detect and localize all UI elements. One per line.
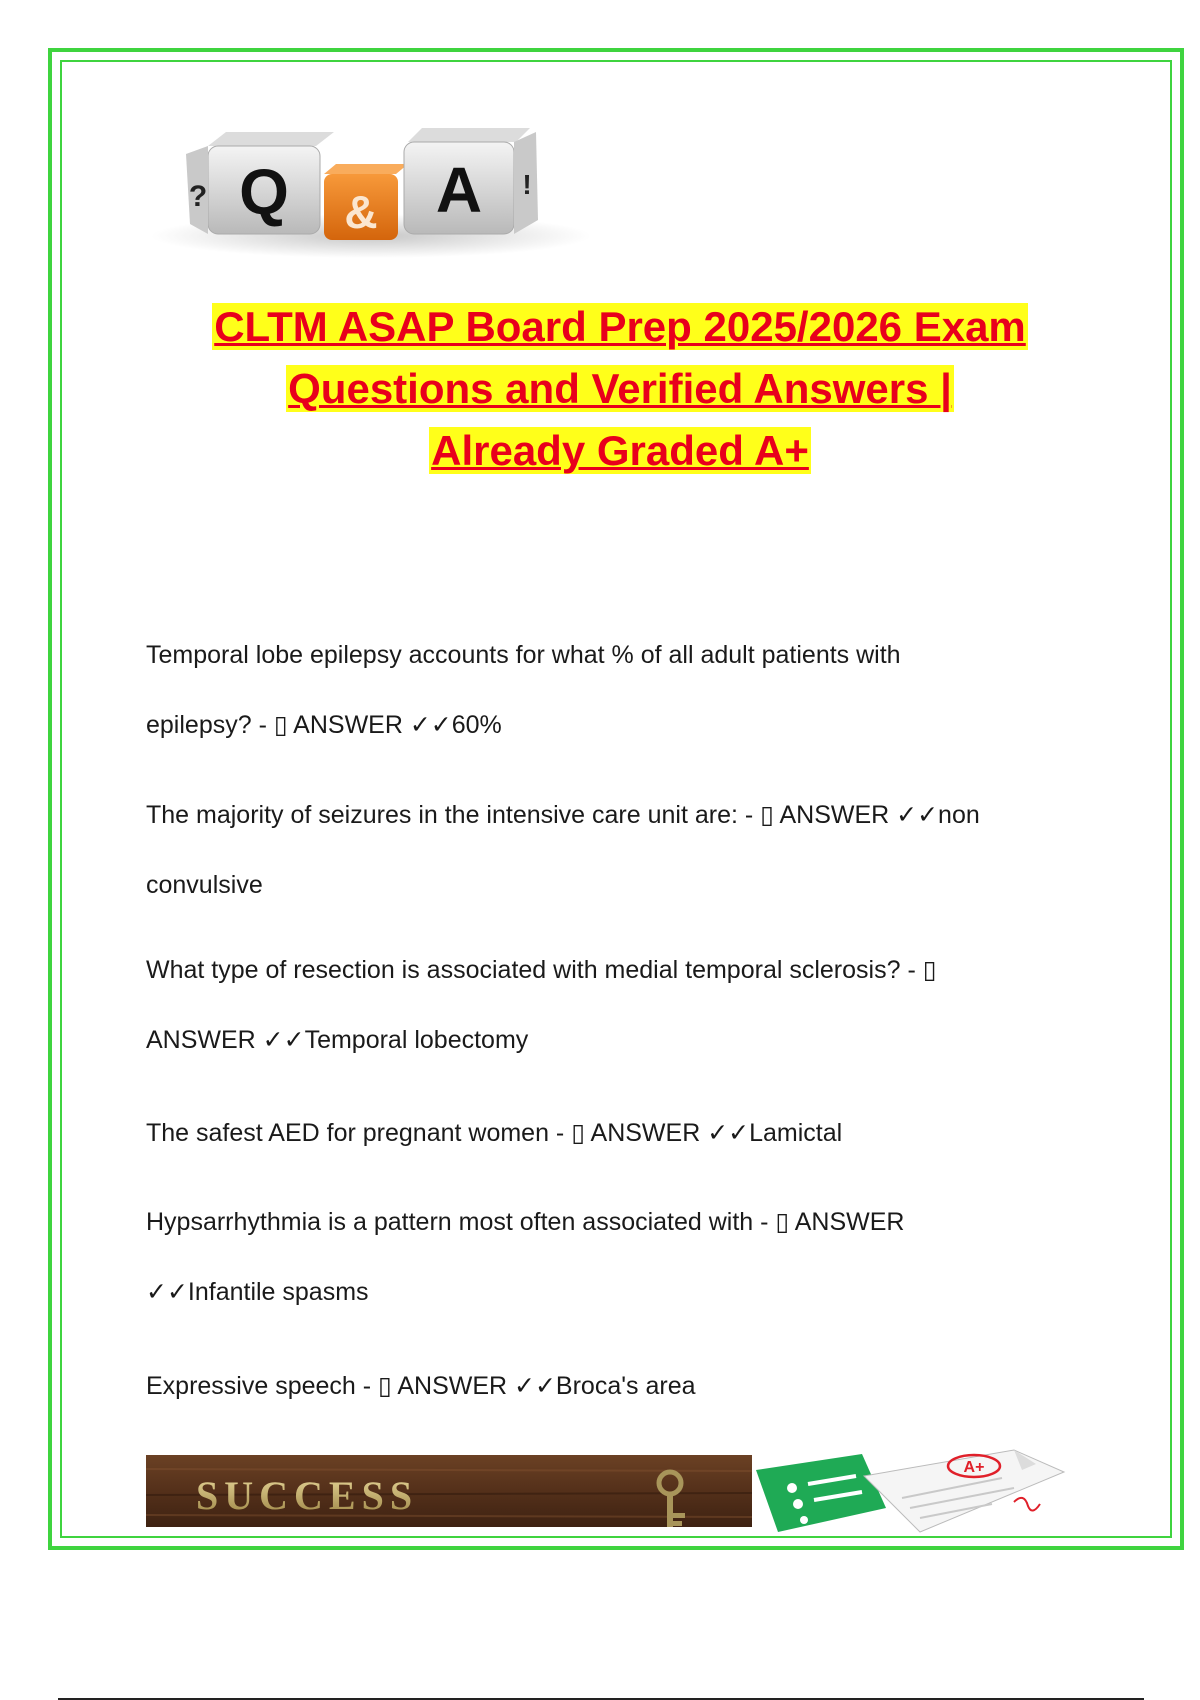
- qa-item-4: [146, 1113, 1096, 1183]
- green-sheet-icon: [756, 1454, 886, 1532]
- cube-amp-letter: &: [344, 186, 378, 238]
- grade-mark: A+: [963, 1459, 985, 1476]
- qa-item-2: [146, 795, 1096, 935]
- qa-item-6-question: Expressive speech - ▯ ANSWER ✓✓Broca's area: [146, 1372, 696, 1400]
- graded-paper-icon: [864, 1450, 1064, 1532]
- qa-item-5: [146, 1202, 1096, 1342]
- qa-item-3-question: What type of resection is associated with medial temporal sclerosis? - ▯: [146, 956, 937, 984]
- qa-dice-logo: [146, 96, 596, 264]
- title-line-3: Already Graded A+: [431, 427, 809, 474]
- cube-q-letter: Q: [239, 156, 289, 228]
- title-line-1: CLTM ASAP Board Prep 2025/2026 Exam: [214, 303, 1026, 350]
- cube-q: [186, 132, 334, 234]
- qa-item-2-question: The majority of seizures in the intensive care unit are: - ▯ ANSWER ✓✓non: [146, 801, 980, 829]
- success-banner-text: SUCCESS: [196, 1473, 419, 1518]
- title-line-2: Questions and Verified Answers |: [288, 365, 952, 412]
- qa-item-4-question: The safest AED for pregnant women - ▯ ANSWER ✓✓Lamictal: [146, 1119, 843, 1147]
- qa-item-5-question: Hypsarrhythmia is a pattern most often associated with - ▯ ANSWER: [146, 1208, 905, 1236]
- qa-item-5-answer: ✓✓Infantile spasms: [146, 1278, 369, 1306]
- qa-item-2-answer: convulsive: [146, 871, 263, 899]
- qa-item-1: [146, 635, 1096, 775]
- document-title: [140, 296, 1100, 482]
- qa-item-6: [146, 1366, 1096, 1436]
- success-banner: [146, 1455, 752, 1527]
- qa-item-1-answer: epilepsy? - ▯ ANSWER ✓✓60%: [146, 711, 502, 739]
- qa-item-1-question: Temporal lobe epilepsy accounts for what % of all adult patients with: [146, 641, 901, 669]
- qa-item-3-answer: ANSWER ✓✓Temporal lobectomy: [146, 1026, 529, 1054]
- cube-a-letter: A: [435, 154, 483, 226]
- cube-a-side-mark: !: [522, 169, 532, 200]
- qa-item-3: [146, 950, 1096, 1090]
- cube-a: [404, 128, 538, 234]
- cube-q-side-mark: ?: [188, 180, 208, 213]
- cube-amp: [324, 164, 408, 240]
- graded-paper-art: [752, 1448, 1072, 1534]
